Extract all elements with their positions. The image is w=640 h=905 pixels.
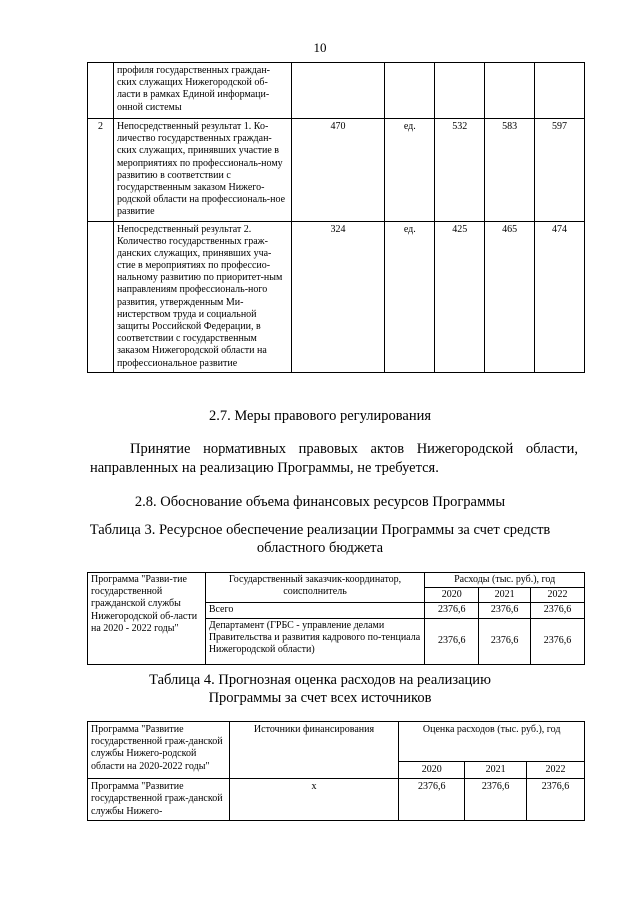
paragraph-text: Принятие нормативных правовых актов Нижегородской области, направленных на реализацию Программы, не требуется. [90, 441, 578, 476]
year-header: 2020 [399, 762, 465, 779]
source-cell: х [229, 779, 399, 821]
base-value [291, 63, 385, 119]
customer-header: Государственный заказчик-координатор, соисполнитель [205, 573, 424, 603]
forecast-table [87, 721, 585, 821]
row-number [88, 63, 114, 119]
year-header: 2022 [527, 762, 585, 779]
base-value: 324 [291, 221, 385, 372]
row-label: Департамент (ГРБС - управление делами Правительства и развития кадрового по-тенциала Нижегородской области) [205, 618, 424, 664]
amount-cell: 2376,6 [425, 618, 479, 664]
amount-cell: 2376,6 [531, 603, 585, 618]
row-number: 2 [88, 119, 114, 222]
table4-caption-line2: Программы за счет всех источников [208, 690, 432, 707]
table-row [88, 779, 585, 821]
unit-cell: ед. [385, 119, 435, 222]
table-header-row [88, 573, 585, 588]
table-row [88, 63, 585, 119]
expenses-header: Расходы (тыс. руб.), год [425, 573, 585, 588]
program-cell: Программа "Разви-тие государственной гражданской службы Нижегородской об-ласти на 2020 - 2022 годы" [88, 573, 206, 665]
sources-header: Источники финансирования [229, 722, 399, 779]
section-paragraph [90, 440, 578, 478]
unit-cell: ед. [385, 221, 435, 372]
indicator-text: профиля государственных граждан-ских служащих Нижегородской об-ласти в рамках Единой информаци-онной системы [113, 63, 291, 119]
row-number [88, 221, 114, 372]
indicator-text: Непосредственный результат 1. Ко-личество государственных граждан-ских служащих, принявших участие в мероприятиях по профессиональ-ному развитию в соответствии с государственным заказом Нижего-родской области на профессиональ-ное развитие [113, 119, 291, 222]
amount-cell: 2376,6 [399, 779, 465, 821]
program-cell: Программа "Развитие государственной граж-данской службы Нижего- [88, 779, 230, 821]
table3-caption [0, 521, 640, 557]
value-2021 [485, 63, 535, 119]
table3-caption-line1: Таблица 3. Ресурсное обеспечение реализации Программы за счет средств [89, 522, 551, 538]
unit-cell [385, 63, 435, 119]
amount-cell: 2376,6 [479, 618, 531, 664]
section-heading-2-7: 2.7. Меры правового регулирования [208, 408, 432, 424]
base-value: 470 [291, 119, 385, 222]
value-2020: 532 [435, 119, 485, 222]
value-2022: 474 [535, 221, 585, 372]
amount-cell: 2376,6 [425, 603, 479, 618]
estimate-header: Оценка расходов (тыс. руб.), год [399, 722, 585, 762]
resource-table [87, 572, 585, 665]
indicator-text: Непосредственный результат 2. Количество государственных граж-данских служащих, принявших уча-стие в мероприятиях по профессио-нальному развитию по приоритет-ным направлениям профессиональ-ного развития, утвержденным Ми-нистерством труда и социальной защиты Российской Федерации, в соответствии с государственным заказом Нижегородской области на профессиональное развитие [113, 221, 291, 372]
year-header: 2020 [425, 588, 479, 603]
row-label: Всего [205, 603, 424, 618]
year-header: 2021 [479, 588, 531, 603]
value-2022: 597 [535, 119, 585, 222]
table4-caption [0, 671, 640, 707]
amount-cell: 2376,6 [527, 779, 585, 821]
amount-cell: 2376,6 [465, 779, 527, 821]
indicators-table [87, 62, 585, 373]
year-header: 2022 [531, 588, 585, 603]
value-2022 [535, 63, 585, 119]
section-heading-2-8: 2.8. Обоснование объема финансовых ресурсов Программы [134, 494, 506, 510]
table3-caption-line2: областного бюджета [256, 540, 384, 557]
value-2021: 465 [485, 221, 535, 372]
table4-caption-line1: Таблица 4. Прогнозная оценка расходов на реализацию [149, 672, 491, 688]
amount-cell: 2376,6 [531, 618, 585, 664]
value-2020: 425 [435, 221, 485, 372]
year-header: 2021 [465, 762, 527, 779]
amount-cell: 2376,6 [479, 603, 531, 618]
program-header-cell: Программа "Развитие государственной граж-данской службы Нижего-родской области на 2020-2022 годы" [88, 722, 230, 779]
value-2020 [435, 63, 485, 119]
table-row [88, 119, 585, 222]
table-row [88, 221, 585, 372]
value-2021: 583 [485, 119, 535, 222]
table-header-row [88, 722, 585, 762]
page-number: 10 [313, 40, 327, 55]
